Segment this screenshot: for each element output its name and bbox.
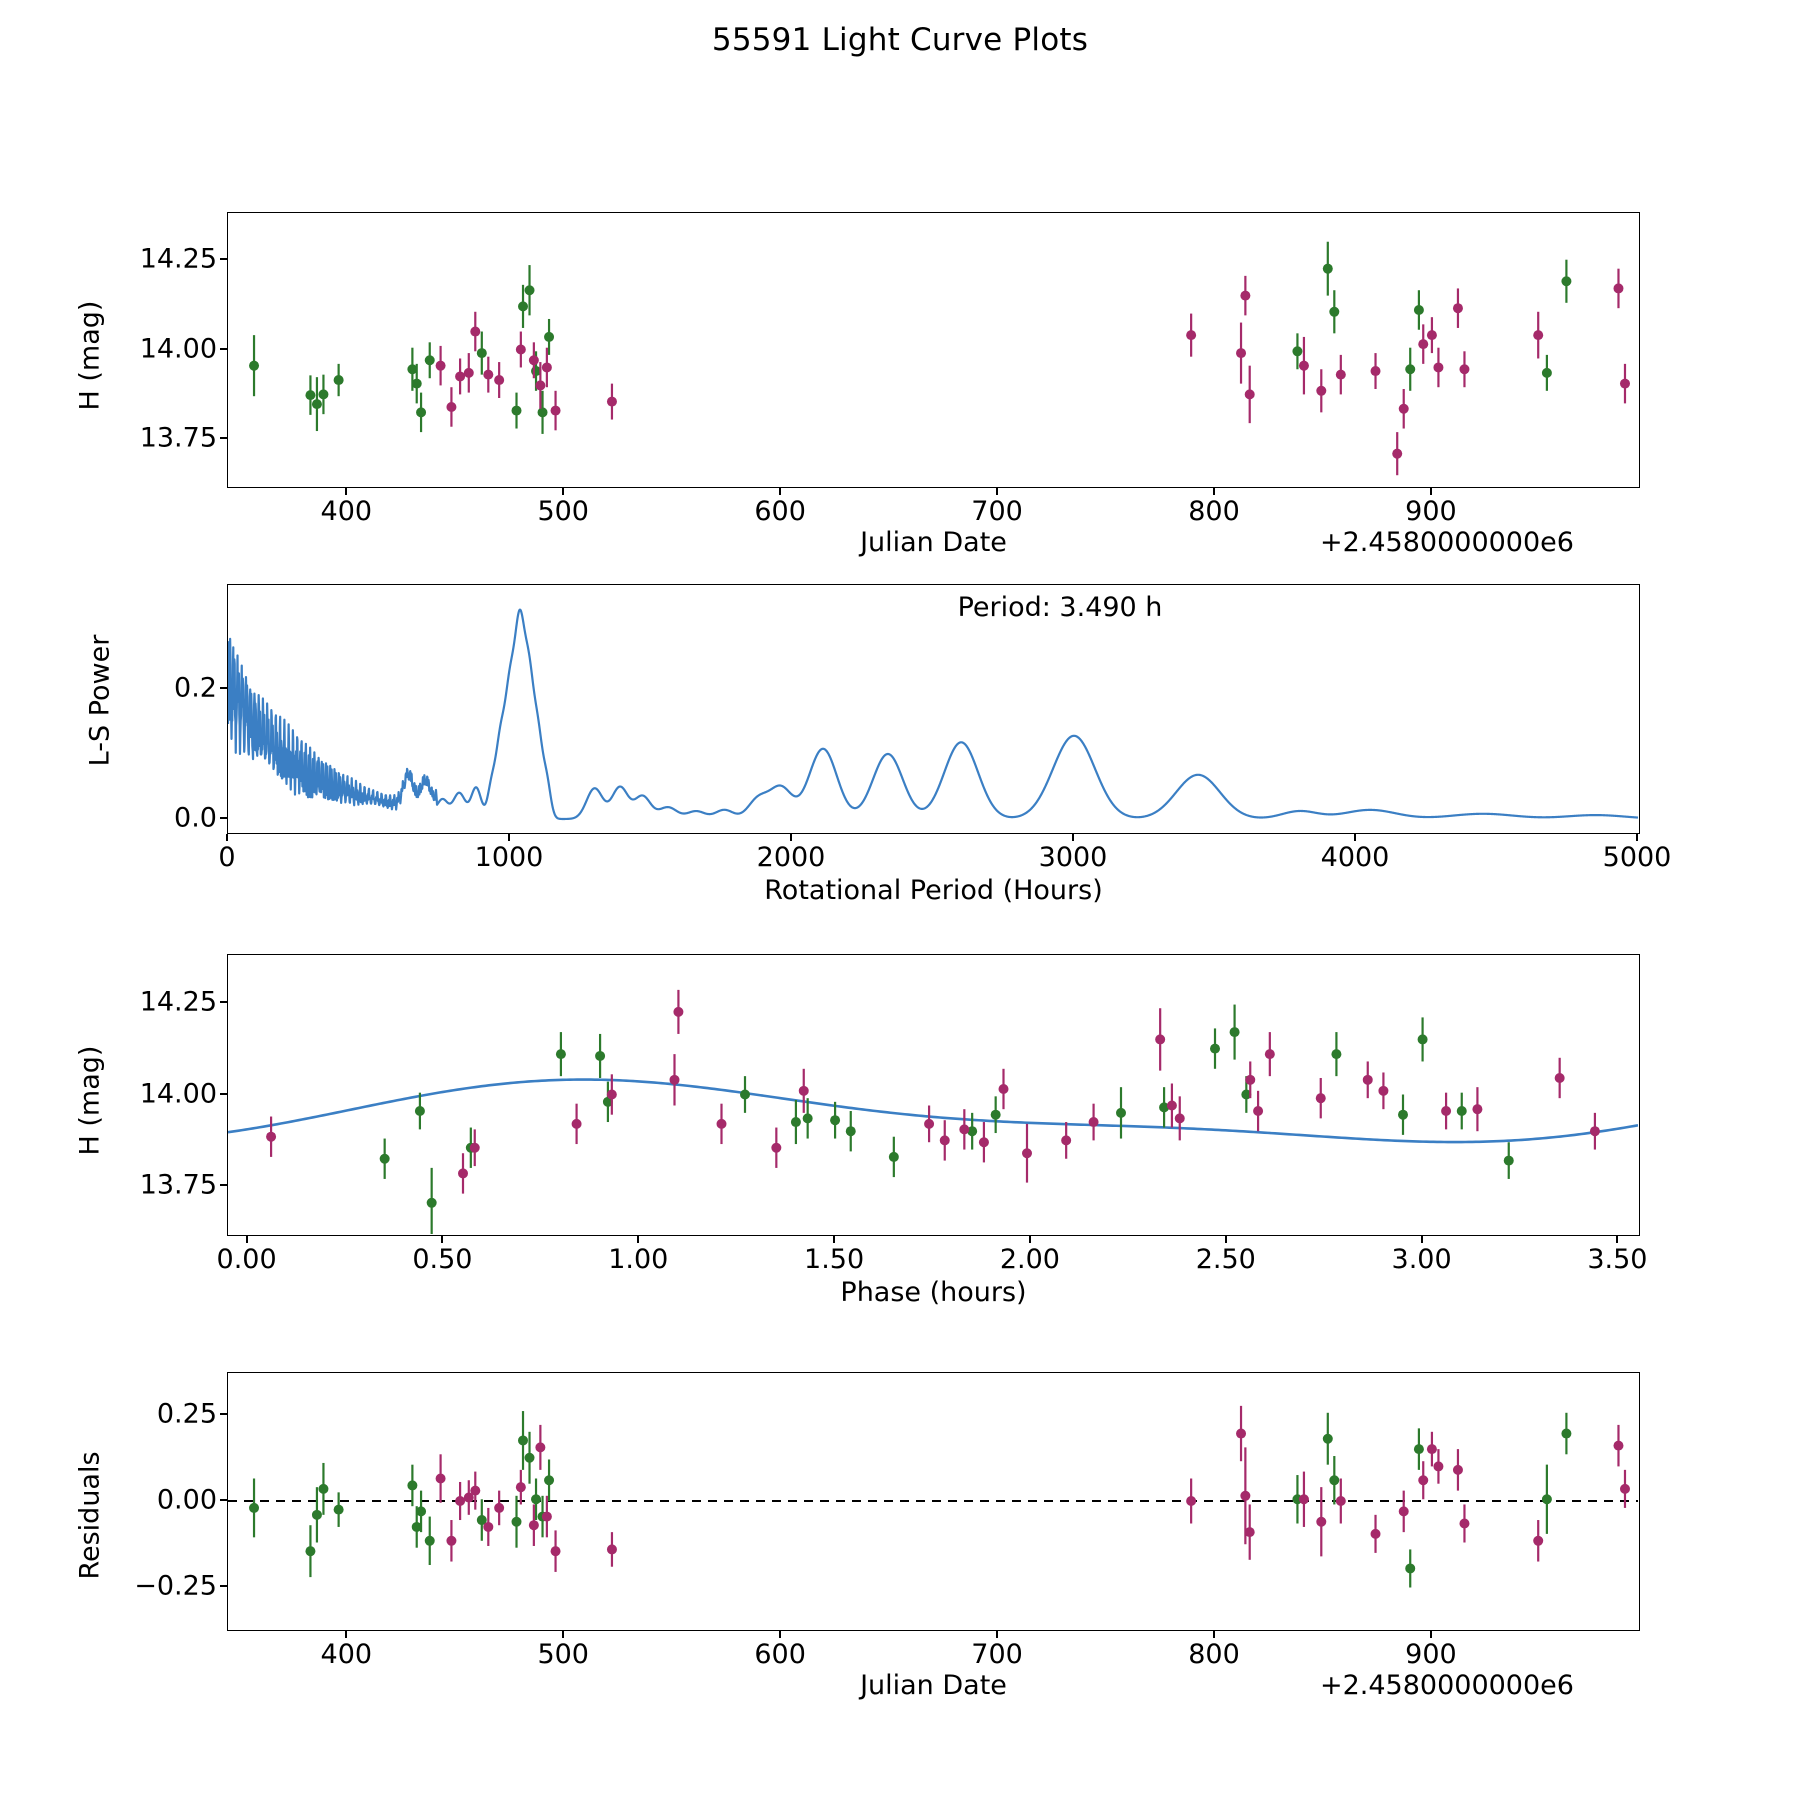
axis-label-x-lightcurve: Julian Date bbox=[860, 527, 1007, 558]
axis-offset-lightcurve: +2.4580000000e6 bbox=[1320, 527, 1574, 558]
y-tick-mark bbox=[220, 437, 227, 439]
panel-periodogram bbox=[0, 560, 1800, 960]
x-tick-mark bbox=[779, 488, 781, 495]
panel-residuals bbox=[0, 1390, 1800, 1800]
y-tick-label: −0.25 bbox=[134, 1570, 217, 1602]
x-tick-label: 1000 bbox=[474, 842, 544, 873]
axis-label-y-lightcurve: H (mag) bbox=[74, 300, 106, 411]
x-tick-label: 400 bbox=[320, 1639, 373, 1670]
x-tick-mark bbox=[345, 1631, 347, 1638]
x-tick-label: 500 bbox=[537, 1639, 589, 1670]
x-tick-mark bbox=[562, 1631, 564, 1638]
y-tick-mark bbox=[220, 1184, 227, 1186]
axis-label-y-phased: H (mag) bbox=[74, 1045, 106, 1156]
x-tick-label: 2000 bbox=[756, 842, 826, 873]
y-tick-label: 14.00 bbox=[139, 333, 217, 364]
axes-phased bbox=[227, 954, 1640, 1236]
x-tick-mark bbox=[1029, 1236, 1031, 1243]
x-tick-label: 1.50 bbox=[804, 1244, 865, 1275]
x-tick-label: 4000 bbox=[1320, 842, 1390, 873]
y-tick-label: 13.75 bbox=[139, 422, 217, 454]
y-tick-label: 14.00 bbox=[139, 1078, 217, 1109]
y-tick-label: 0.2 bbox=[174, 672, 217, 704]
axes-lightcurve bbox=[227, 212, 1640, 488]
y-tick-label: 0.00 bbox=[156, 1484, 217, 1516]
x-tick-label: 700 bbox=[971, 1639, 1023, 1670]
x-tick-mark bbox=[1213, 488, 1215, 495]
y-tick-label: 13.75 bbox=[139, 1169, 217, 1201]
axis-offset-residuals: +2.4580000000e6 bbox=[1320, 1670, 1574, 1701]
x-tick-mark bbox=[1421, 1236, 1423, 1243]
x-tick-label: 3.50 bbox=[1587, 1244, 1648, 1275]
x-tick-label: 2.00 bbox=[999, 1244, 1060, 1275]
y-tick-mark bbox=[220, 1499, 227, 1501]
axis-label-x-phased: Phase (hours) bbox=[840, 1277, 1027, 1308]
x-tick-label: 1.00 bbox=[608, 1244, 669, 1275]
y-tick-mark bbox=[220, 1093, 227, 1095]
x-tick-mark bbox=[1430, 488, 1432, 495]
axis-label-y-periodogram: L-S Power bbox=[84, 634, 116, 767]
x-tick-mark bbox=[1354, 834, 1356, 841]
panel-phased bbox=[0, 960, 1800, 1390]
y-tick-mark bbox=[220, 258, 227, 260]
x-tick-mark bbox=[226, 834, 228, 841]
x-tick-label: 3000 bbox=[1038, 842, 1108, 873]
x-tick-label: 500 bbox=[537, 496, 589, 527]
y-tick-mark bbox=[220, 348, 227, 350]
y-tick-mark bbox=[220, 687, 227, 689]
axis-label-x-residuals: Julian Date bbox=[860, 1670, 1007, 1701]
x-tick-label: 800 bbox=[1188, 1639, 1240, 1670]
y-tick-mark bbox=[220, 1585, 227, 1587]
x-tick-label: 5000 bbox=[1602, 842, 1672, 873]
x-tick-mark bbox=[1430, 1631, 1432, 1638]
x-tick-mark bbox=[508, 834, 510, 841]
x-tick-label: 0.00 bbox=[216, 1244, 277, 1275]
y-tick-mark bbox=[220, 1001, 227, 1003]
x-tick-label: 0 bbox=[218, 842, 236, 873]
y-tick-mark bbox=[220, 817, 227, 819]
x-tick-mark bbox=[833, 1236, 835, 1243]
x-tick-mark bbox=[562, 488, 564, 495]
period-annotation: Period: 3.490 h bbox=[957, 592, 1163, 623]
axis-label-x-periodogram: Rotational Period (Hours) bbox=[764, 875, 1103, 906]
x-tick-label: 600 bbox=[754, 496, 806, 527]
x-tick-mark bbox=[1616, 1236, 1618, 1243]
axis-label-y-residuals: Residuals bbox=[74, 1451, 106, 1580]
x-tick-mark bbox=[779, 1631, 781, 1638]
panel-lightcurve bbox=[0, 0, 1800, 560]
x-tick-label: 900 bbox=[1405, 1639, 1457, 1670]
x-tick-label: 600 bbox=[754, 1639, 806, 1670]
x-tick-mark bbox=[1072, 834, 1074, 841]
x-tick-mark bbox=[996, 488, 998, 495]
x-tick-mark bbox=[345, 488, 347, 495]
axes-periodogram bbox=[227, 584, 1640, 834]
x-tick-label: 900 bbox=[1405, 496, 1457, 527]
x-tick-mark bbox=[996, 1631, 998, 1638]
x-tick-label: 700 bbox=[971, 496, 1023, 527]
x-tick-mark bbox=[441, 1236, 443, 1243]
x-tick-mark bbox=[1225, 1236, 1227, 1243]
x-tick-label: 3.00 bbox=[1391, 1244, 1452, 1275]
axes-residuals bbox=[227, 1372, 1640, 1631]
y-tick-label: 14.25 bbox=[139, 243, 217, 275]
y-tick-label: 14.25 bbox=[139, 986, 217, 1018]
y-tick-label: 0.25 bbox=[156, 1398, 217, 1429]
x-tick-mark bbox=[246, 1236, 248, 1243]
x-tick-label: 400 bbox=[320, 496, 373, 527]
x-tick-label: 800 bbox=[1188, 496, 1240, 527]
x-tick-label: 2.50 bbox=[1195, 1244, 1256, 1275]
x-tick-mark bbox=[1636, 834, 1638, 841]
x-tick-mark bbox=[1213, 1631, 1215, 1638]
x-tick-mark bbox=[790, 834, 792, 841]
figure-title: 55591 Light Curve Plots bbox=[711, 22, 1089, 58]
x-tick-label: 0.50 bbox=[412, 1244, 473, 1275]
y-tick-label: 0.0 bbox=[174, 802, 217, 834]
x-tick-mark bbox=[637, 1236, 639, 1243]
y-tick-mark bbox=[220, 1413, 227, 1415]
